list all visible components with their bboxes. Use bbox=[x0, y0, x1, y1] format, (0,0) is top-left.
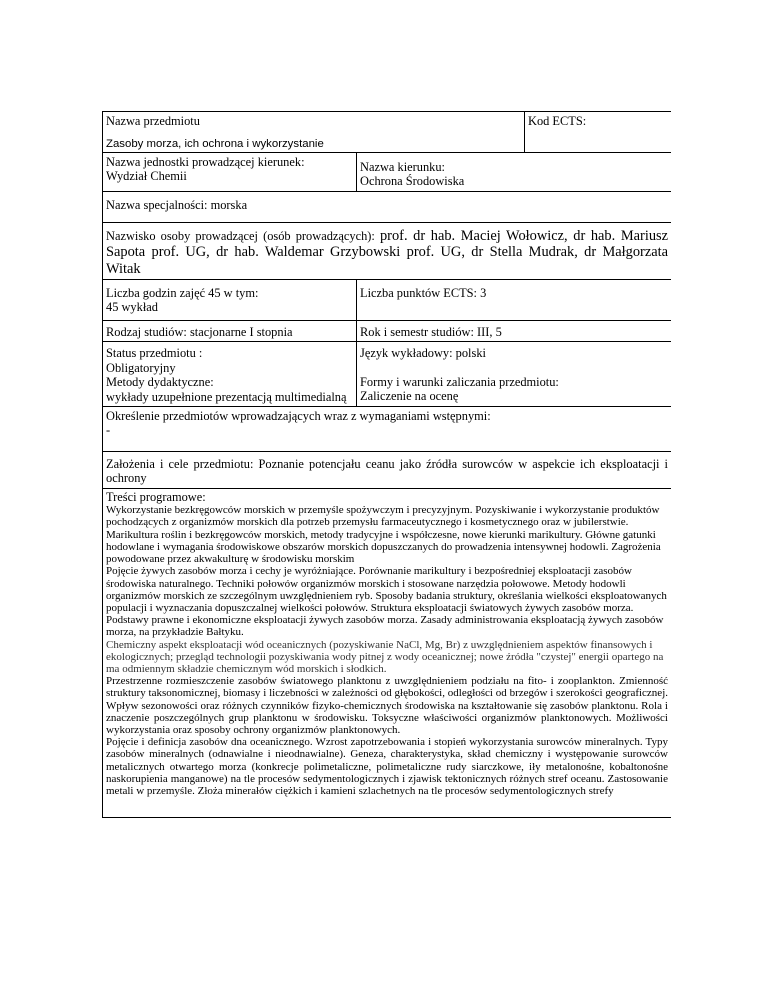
unit-cell bbox=[103, 153, 357, 192]
hours-cell bbox=[103, 280, 357, 321]
assessment-value: Zaliczenie na ocenę bbox=[360, 389, 459, 404]
ects-points-cell: Liczba punktów ECTS: 3 bbox=[357, 280, 672, 321]
hours-line2: 45 wykład bbox=[106, 300, 158, 315]
row-lecturers bbox=[103, 222, 672, 279]
syllabus-document bbox=[102, 111, 671, 980]
assessment-label: Formy i warunki zaliczania przedmiotu: bbox=[360, 374, 559, 389]
lecturers-cell bbox=[103, 222, 672, 279]
methods-value: wykłady uzupełnione prezentacją multimedialną bbox=[106, 389, 347, 404]
course-name-label: Nazwa przedmiotu bbox=[106, 114, 200, 128]
row-goals bbox=[103, 452, 672, 489]
language-text: Język wykładowy: polski bbox=[360, 346, 486, 361]
prerequisites-label: Określenie przedmiotów wprowadzających wraz z wymaganiami wstępnymi: bbox=[106, 409, 491, 424]
row-specialty bbox=[103, 191, 672, 222]
syllabus-table bbox=[102, 111, 671, 818]
content-paragraph: Wykorzystanie bezkręgowców morskich w przemyśle spożywczym i precyzyjnym. Pozyskiwanie i wykorzystanie produktów pochodzących z organizmów morskich dla potrzeb przemysłu farmaceutycznego i kosmetycznego oraz w jubilerstwie. Marikultura roślin i bezkręgowców morskich, metody tradycyjne i współczesne, nowe kierunki marikultury. Główne gatunki hodowlane i wymagania środowiskowe obszarów morskich dopuszczanych do prowadzenia intensywnej hodowli. Zagrożenia powodowane przez akwakulturę w środowisku morskim bbox=[106, 504, 661, 566]
content-paragraph: Chemiczny aspekt eksploatacji wód oceanicznych (pozyskiwanie NaCl, Mg, Br) z uwzględnieniem aspektów finansowych i ekologicznych; przegląd technologii pozyskiwania wody pitnej z wody oceanicznej; nowe źródła "czystej" energii opartego na ma odmiennym składzie chemicznym wód morskich i słodkich. bbox=[106, 638, 664, 675]
hours-line1: Liczba godzin zajęć 45 w tym: bbox=[106, 286, 259, 301]
prerequisites-value: - bbox=[106, 423, 111, 438]
unit-label: Nazwa jednostki prowadzącej kierunek: bbox=[106, 155, 305, 169]
field-label: Nazwa kierunku: bbox=[360, 160, 445, 174]
lecturers-value: prof. dr hab. Maciej Wołowicz, dr hab. Mariusz Sapota prof. UG, dr hab. Waldemar Grzybowski prof. UG, dr Stella Mudrak, dr Małgorzata Witak bbox=[106, 227, 668, 277]
row-hours bbox=[103, 280, 672, 321]
field-cell bbox=[357, 153, 672, 192]
unit-value: Wydział Chemii bbox=[106, 169, 187, 184]
row-prerequisites bbox=[103, 407, 672, 452]
study-type-cell: Rodzaj studiów: stacjonarne I stopnia bbox=[103, 321, 357, 342]
status-methods-cell bbox=[103, 342, 357, 407]
language-assessment-cell bbox=[357, 342, 672, 407]
content-cell bbox=[103, 488, 672, 817]
content-paragraph: Przestrzenne rozmieszczenie zasobów światowego planktonu z uwzględnieniem podziału na fito- i zooplankton. Zmienność struktury taksonomicznej, biomasy i liczebności w zależności od głębokości, odległości od brzegów i szerokości geograficznej. Wpływ sezonowości oraz różnych czynników fizyko-chemicznych środowiska na kształtowanie się zasobów planktonu. Rola i znaczenie poszczególnych grup planktonu w środowisku. Toksyczne właściwości organizmów planktonowych. Możliwości wykorzystania oraz sposoby ochrony organizmów planktonowych. bbox=[106, 675, 668, 736]
content-paragraph: Pojęcie i definicja zasobów dna oceanicznego. Wzrost zapotrzebowania i stopień wykorzystania surowców mineralnych. Typy zasobów mineralnych (odnawialne i nieodnawialne). Geneza, charakterystyka, skład chemiczny i występowanie surowców metalicznych otwartego morza (konkrecje polimetaliczne, polimetaliczne rudy siarczkowe, iły metalonośne, kobaltonośne naskorupienia manganowe) na tle procesów sedymentologicznych i zjawisk tektonicznych różnych stref oceanu. Zastosowanie metali w przemyśle. Złoża minerałów ciężkich i kamieni szlachetnych na tle procesów sedymentologicznych strefy bbox=[106, 736, 668, 797]
course-name-value: Zasoby morza, ich ochrona i wykorzystanie bbox=[106, 138, 324, 151]
year-semester-cell: Rok i semestr studiów: III, 5 bbox=[357, 321, 672, 342]
ects-code-label: Kod ECTS: bbox=[528, 114, 587, 128]
row-status-methods bbox=[103, 342, 672, 407]
field-value: Ochrona Środowiska bbox=[360, 174, 465, 189]
row-course-name bbox=[103, 112, 672, 153]
status-value: Obligatoryjny bbox=[106, 360, 176, 375]
row-unit bbox=[103, 153, 672, 192]
content-paragraph: Pojęcie żywych zasobów morza i cechy je wyróżniające. Porównanie marikultury i bezpośredniej eksploatacji zasobów środowiska naturalnego. Techniki połowów organizmów morskich i stosowane narzędzia połowowe. Metody hodowli organizmów morskich ze szczególnym uwzględnieniem ryb. Sposoby badania struktury, określania wielkości eksploatowanych populacji i wyznaczania dopuszczalnej wielkości połowów. Struktura eksploatacji światowych żywych zasobów morza. Podstawy prawne i ekonomiczne eksploatacji żywych zasobów morza. Zasady administrowania eksploatacją żywych zasobów morza, na przykładzie Bałtyku. bbox=[106, 565, 667, 639]
goals-cell: Założenia i cele przedmiotu: Poznanie potencjału ceanu jako źródła surowców w aspekcie ich eksploatacji i ochrony bbox=[103, 452, 672, 489]
course-name-cell bbox=[103, 112, 525, 153]
methods-label: Metody dydaktyczne: bbox=[106, 375, 214, 390]
lecturers-label: Nazwisko osoby prowadzącej (osób prowadzących): bbox=[106, 228, 375, 243]
specialty-cell: Nazwa specjalności: morska bbox=[103, 191, 672, 222]
content-label: Treści programowe: bbox=[106, 489, 206, 504]
ects-code-cell bbox=[525, 112, 672, 153]
prerequisites-cell bbox=[103, 407, 672, 452]
status-label: Status przedmiotu : bbox=[106, 346, 203, 361]
row-study-type bbox=[103, 321, 672, 342]
row-content bbox=[103, 488, 672, 817]
